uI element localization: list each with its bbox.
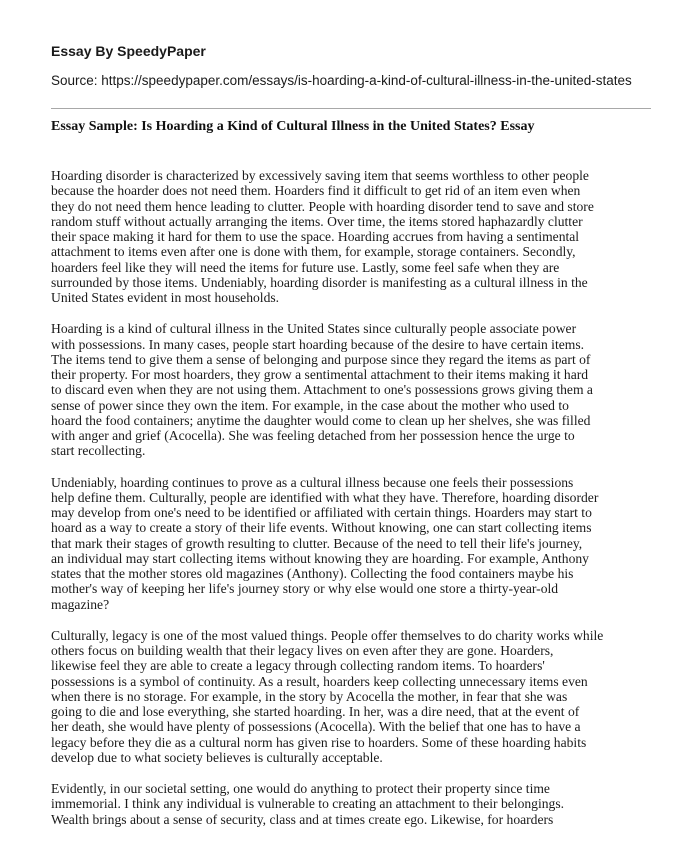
essay-body: [51, 168, 661, 843]
essay-title: Essay Sample: Is Hoarding a Kind of Cultural Illness in the United States? Essay: [51, 119, 535, 134]
essay-paragraph: Culturally, legacy is one of the most valued things. People offer themselves to do charity works while others focus on building wealth that their legacy lives on even after they are gone. Hoarders, likewise feel they are able to create a legacy through collecting random items. To hoarders' possessions is a symbol of continuity. As a result, hoarders keep collecting unnecessary items even when there is no storage. For example, in the story by Acocella the mother, in fear that she was going to die and lose everything, she started hoarding. In her, was a dire need, that at the event of her death, she would have plenty of possessions (Acocella). With the belief that one has to have a legacy before they die as a cultural norm has given rise to hoarders. Some of these hoarding habits develop due to what society believes is culturally acceptable.: [51, 627, 604, 765]
essay-paragraph: Hoarding disorder is characterized by excessively saving item that seems worthless to other people because the hoarder does not need them. Hoarders find it difficult to get rid of an item even when they do not need them hence leading to clutter. People with hoarding disorder tend to save and store random stuff without actually arranging the items. Over time, the items stored haphazardly clutter their space making it hard for them to use the space. Hoarding accrues from having a sentimental attachment to items even after one is done with them, for example, storage containers. Secondly, hoarders feel like they will need the items for future use. Lastly, some feel safe when they are surrounded by those items. Undeniably, hoarding disorder is manifesting as a cultural illness in the United States evident in most households.: [51, 168, 594, 305]
header-divider: [51, 108, 651, 109]
essay-paragraph: Undeniably, hoarding continues to prove as a cultural illness because one feels their possessions help define them. Culturally, people are identified with what they have. Therefore, hoarding disorder may develop from one's need to be identified or affiliated with certain things. Hoarders may start to hoard as a way to create a story of their life events. Without knowing, one can start collecting items that mark their stages of growth resulting to clutter. Because of the need to tell their life's journey, an individual may start collecting items without knowing they are hoarding. For example, Anthony states that the mother stores old magazines (Anthony). Collecting the food containers maybe his mother's way of keeping her life's journey story or why else would one store a thirty-year-old magazine?: [51, 474, 599, 612]
essay-paragraph: Hoarding is a kind of cultural illness in the United States since culturally people associate power with possessions. In many cases, people start hoarding because of the desire to have certain items. The items tend to give them a sense of belonging and purpose since they regard the items as part of their property. For most hoarders, they grow a sentimental attachment to their items making it hard to discard even when they are not using them. Attachment to one's possessions grows giving them a sense of power since they own the item. For example, in the case about the mother who used to hoard the food containers; anytime the daughter would come to clean up her shelves, she was filled with anger and grief (Acocella). She was feeling detached from her possession hence the urge to start recollecting.: [51, 321, 593, 459]
source-line: Source: https://speedypaper.com/essays/is-hoarding-a-kind-of-cultural-illness-in-the-united-states: [51, 73, 632, 88]
brand-heading: Essay By SpeedyPaper: [51, 43, 206, 59]
essay-paragraph: Evidently, in our societal setting, one would do anything to protect their property since time immemorial. I think any individual is vulnerable to creating an attachment to their belongings. Wealth brings about a sense of security, class and at times create ego. Likewise, for hoarders: [51, 781, 565, 827]
